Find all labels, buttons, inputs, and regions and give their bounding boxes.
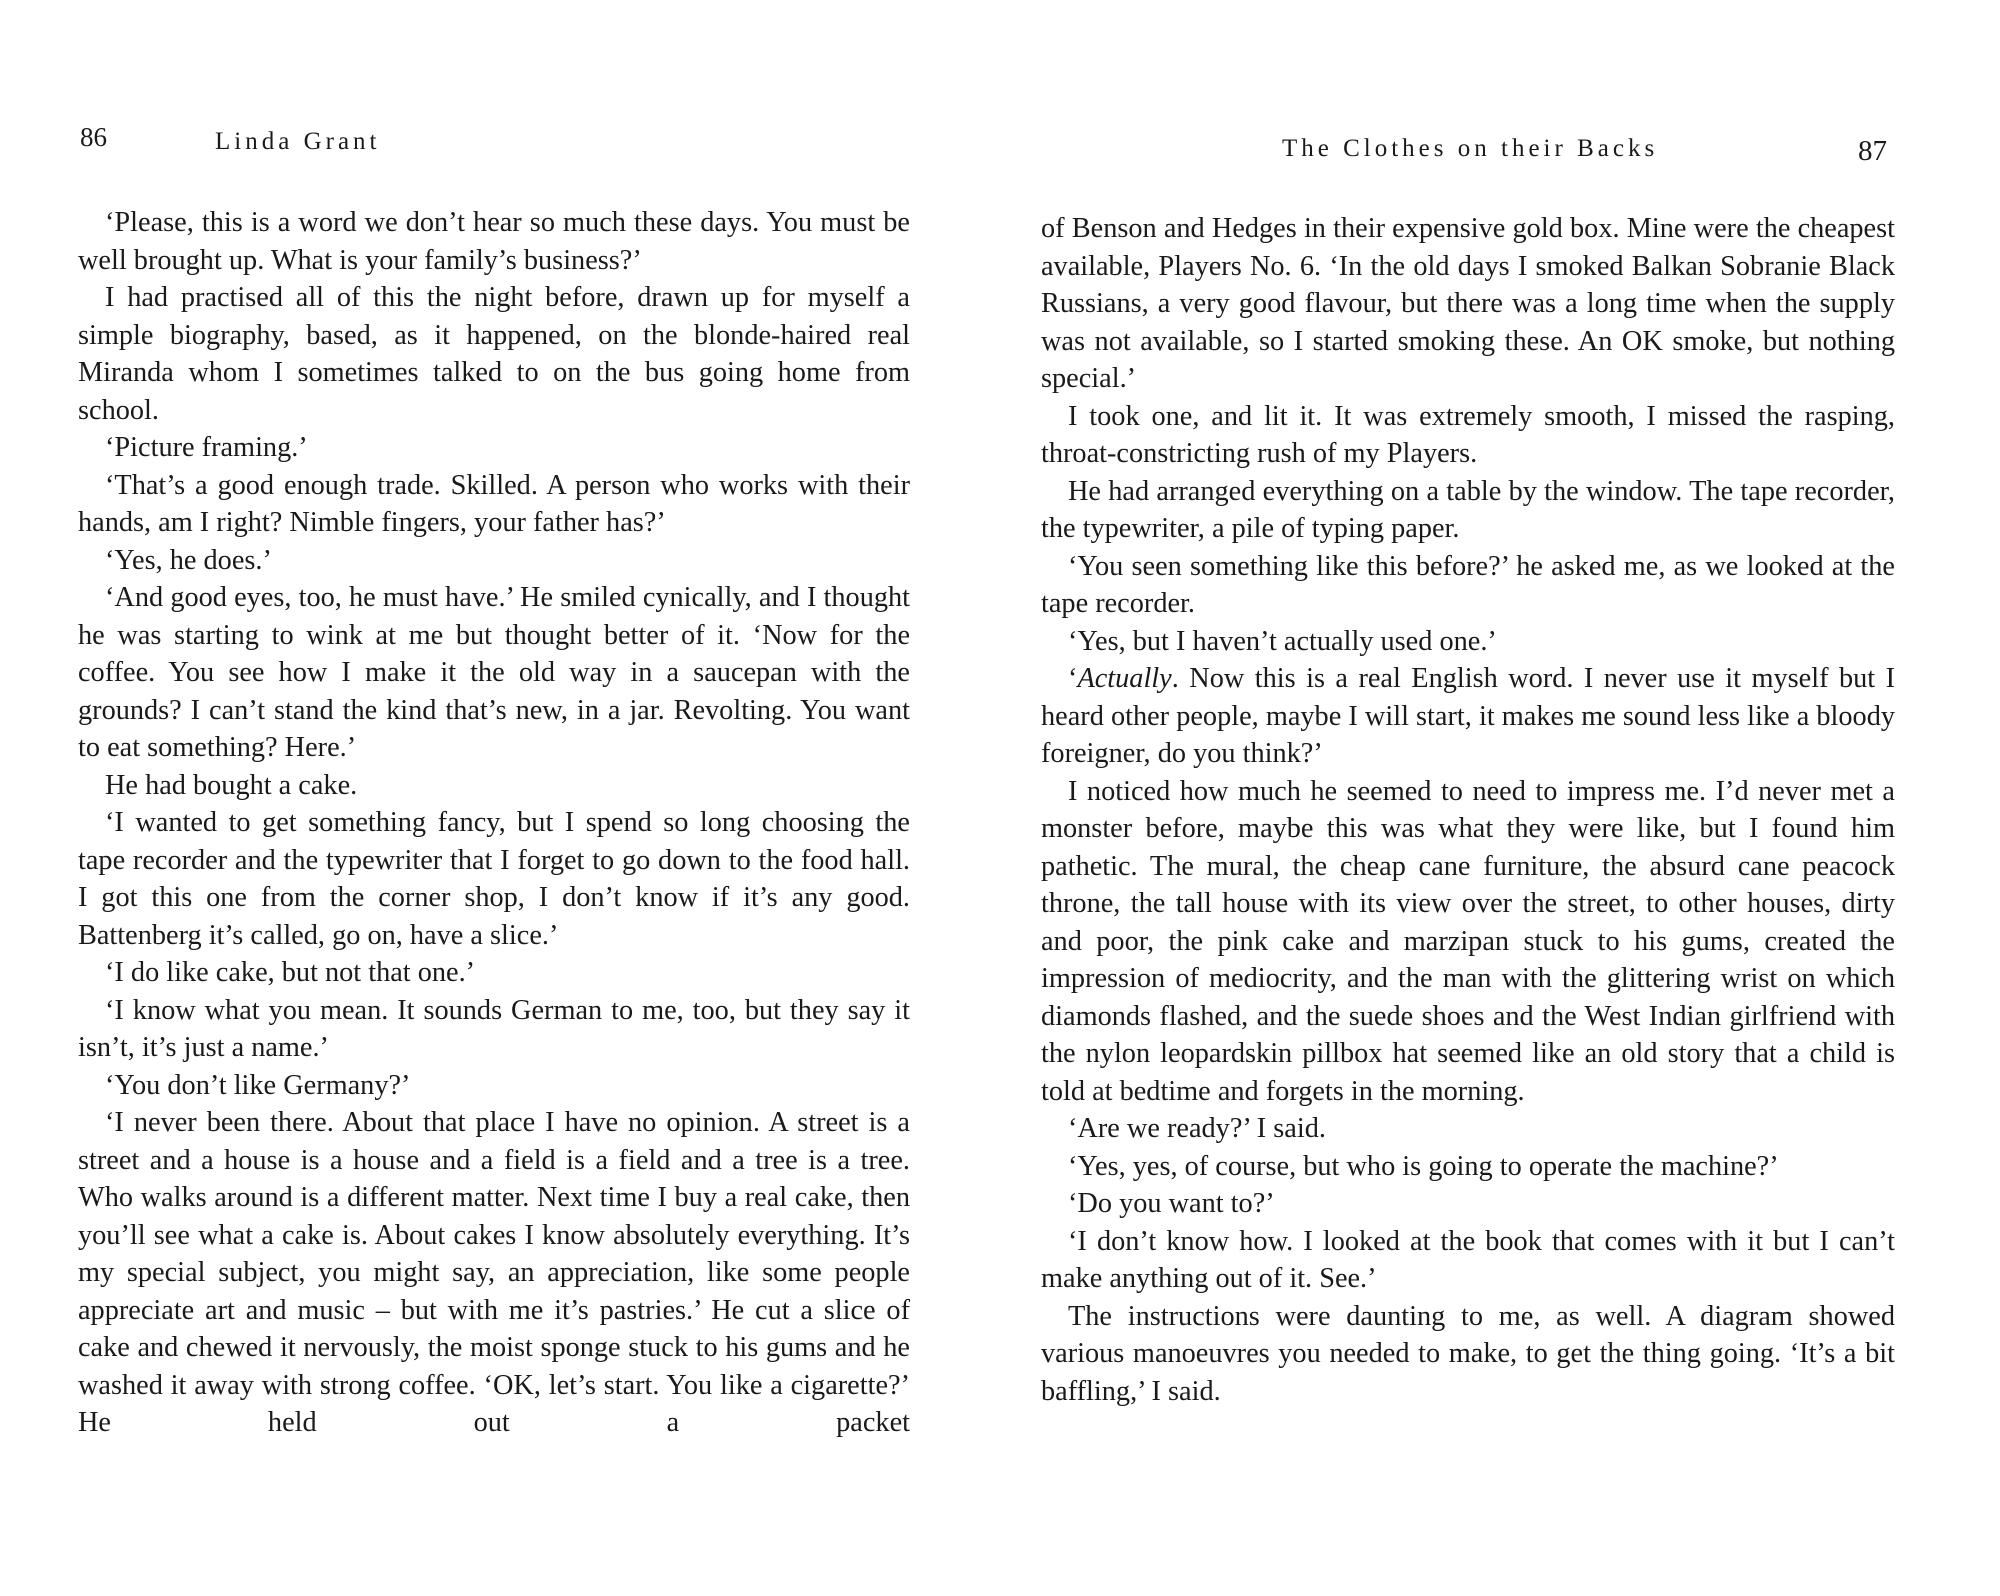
left-running-head: Linda Grant — [215, 128, 381, 155]
paragraph: The instructions were daunting to me, as well. A diagram showed various manoeuvres you needed to make, to get the thing going. ‘It’s a bit baffling,’ I said. — [1041, 1300, 1895, 1407]
right-page-number: 87 — [1858, 135, 1887, 167]
paragraph-rest: . Now this is a real English word. I never use it myself but I heard other people, maybe I will start, it makes me sound less like a bloody foreigner, do you think?’ — [1041, 663, 1895, 769]
paragraph: ‘Picture framing.’ — [105, 432, 308, 463]
paragraph: He had bought a cake. — [105, 769, 358, 801]
paragraph: ‘Yes, yes, of course, but who is going to operate the machine?’ — [1068, 1150, 1779, 1182]
right-page — [1000, 0, 2000, 1596]
left-body-text — [78, 204, 910, 1442]
paragraph: ‘I never been there. About that place I have no opinion. A street is a street and a house is a house and a field is a field and a tree is a tree. Who walks around is a different matter. Next time I buy a real cake, then you’ll see what a cake is. About cakes I know absolutely everything. It’s my special subject, you might say, an appreciation, like some people appreciate art and music – but with me it’s pastries.’ He cut a slice of cake and chewed it nervously, the moist sponge stuck to his gums and he washed it away with strong coffee. ‘OK, let’s start. You like a cigarette?’ He held out a packet — [78, 1107, 910, 1438]
paragraph: ‘Are we ready?’ I said. — [1068, 1113, 1326, 1144]
paragraph-actually: ‘Actually. Now this is a real English word. I never use it myself but I heard other people, maybe I will start, it makes me sound less like a bloody foreigner, do you think?’ — [1041, 663, 1895, 769]
paragraph-continued: of Benson and Hedges in their expensive gold box. Mine were the cheapest available, Players No. 6. ‘In the old days I smoked Balkan Sobranie Black Russians, a very good flavour, but there was a long time when the supply was not available, so I started smoking these. An OK smoke, but nothing special.’ — [1041, 213, 1895, 394]
paragraph: ‘You seen something like this before?’ he asked me, as we looked at the tape recorder. — [1041, 550, 1895, 619]
right-body-text — [1041, 210, 1895, 1410]
paragraph: ‘I know what you mean. It sounds German to me, too, but they say it isn’t, it’s just a name.’ — [78, 994, 910, 1063]
paragraph: I noticed how much he seemed to need to impress me. I’d never met a monster before, maybe this was what they were like, but I found him pathetic. The mural, the cheap cane furniture, the absurd cane peacock throne, the tall house with its view over the street, to other houses, dirty and poor, the pink cake and marzipan stuck to his gums, created the impression of mediocrity, and the man with the glittering wrist on which diamonds flashed, and the suede shoes and the West Indian girlfriend with the nylon leopardskin pillbox hat seemed like an old story that a child is told at bedtime and forgets in the morning. — [1041, 775, 1895, 1107]
paragraph: ‘That’s a good enough trade. Skilled. A person who works with their hands, am I right? Nimble fingers, your father has?’ — [78, 469, 910, 538]
paragraph: ‘Please, this is a word we don’t hear so much these days. You must be well brought up. What is your family’s business?’ — [78, 207, 910, 276]
paragraph: ‘Yes, but I haven’t actually used one.’ — [1068, 625, 1497, 657]
paragraph: ‘You don’t like Germany?’ — [105, 1069, 411, 1101]
paragraph: He had arranged everything on a table by the window. The tape recorder, the typewriter, a pile of typing paper. — [1041, 475, 1895, 544]
paragraph: ‘I do like cake, but not that one.’ — [105, 957, 476, 988]
paragraph: I had practised all of this the night before, drawn up for myself a simple biography, based, as it happened, on the blonde-haired real Miranda whom I sometimes talked to on the bus going home from school. — [78, 282, 910, 426]
right-running-head: The Clothes on their Backs — [1282, 135, 1659, 162]
left-page-number: 86 — [80, 122, 107, 152]
italic-word: Actually — [1077, 663, 1172, 694]
paragraph: ‘I don’t know how. I looked at the book that comes with it but I can’t make anything out of it. See.’ — [1041, 1225, 1895, 1294]
paragraph: ‘I wanted to get something fancy, but I spend so long choosing the tape recorder and the typewriter that I forget to go down to the food hall. I got this one from the corner shop, I don’t know if it’s any good. Battenberg it’s called, go on, have a slice.’ — [78, 807, 910, 951]
paragraph: ‘Do you want to?’ — [1068, 1188, 1275, 1219]
paragraph: ‘Yes, he does.’ — [105, 544, 272, 576]
paragraph: I took one, and lit it. It was extremely smooth, I missed the rasping, throat-constricting rush of my Players. — [1041, 400, 1895, 469]
paragraph: ‘And good eyes, too, he must have.’ He smiled cynically, and I thought he was starting to wink at me but thought better of it. ‘Now for the coffee. You see how I make it the old way in a saucepan with the grounds? I can’t stand the kind that’s new, in a jar. Revolting. You want to eat something? Here.’ — [78, 582, 910, 763]
